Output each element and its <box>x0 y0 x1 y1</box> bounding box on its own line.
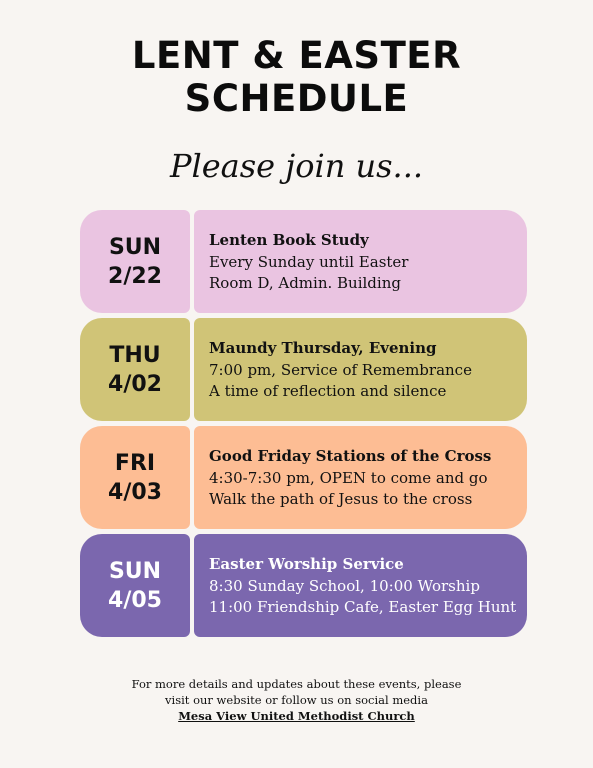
event-date: 4/02 <box>108 371 162 397</box>
event-detail-line: Room D, Admin. Building <box>209 274 401 292</box>
event-date-block <box>80 318 190 421</box>
event-detail-line: Every Sunday until Easter <box>209 252 409 271</box>
event-card <box>80 210 527 313</box>
event-detail-line: Walk the path of Jesus to the cross <box>209 490 473 508</box>
event-date: 4/03 <box>108 479 162 505</box>
title-line-2: SCHEDULE <box>184 77 409 120</box>
event-day: FRI <box>114 450 156 476</box>
event-card <box>80 534 527 637</box>
event-detail-line: A time of reflection and silence <box>209 382 447 400</box>
event-title: Easter Worship Service <box>209 555 404 573</box>
footer-line-2: visit our website or follow us on social media <box>165 693 428 707</box>
church-name: Mesa View United Methodist Church <box>178 709 415 723</box>
event-info-block <box>194 318 527 421</box>
event-info-block <box>194 210 527 313</box>
event-title: Maundy Thursday, Evening <box>209 339 437 357</box>
event-date-block <box>80 534 190 637</box>
event-detail-line: 11:00 Friendship Cafe, Easter Egg Hunt <box>209 598 517 616</box>
event-date: 4/05 <box>108 587 162 613</box>
footer-line-1: For more details and updates about these events, please <box>131 677 462 691</box>
event-day: SUN <box>108 234 162 260</box>
event-date-block <box>80 210 190 313</box>
event-day: THU <box>109 342 161 368</box>
event-info-block <box>194 426 527 529</box>
title-line-1: LENT & EASTER <box>131 34 462 77</box>
event-detail-line: 8:30 Sunday School, 10:00 Worship <box>209 576 480 595</box>
page-title <box>0 34 593 120</box>
event-card <box>80 318 527 421</box>
event-date-block <box>80 426 190 529</box>
footer <box>0 676 593 724</box>
event-card <box>80 426 527 529</box>
page-subtitle: Please join us... <box>169 147 424 185</box>
event-detail-line: 7:00 pm, Service of Remembrance <box>209 360 472 379</box>
event-title: Good Friday Stations of the Cross <box>209 447 492 465</box>
event-info-block <box>194 534 527 637</box>
event-detail-line: 4:30-7:30 pm, OPEN to come and go <box>209 468 488 487</box>
event-title: Lenten Book Study <box>209 231 369 249</box>
event-date: 2/22 <box>108 263 162 289</box>
event-day: SUN <box>108 558 162 584</box>
